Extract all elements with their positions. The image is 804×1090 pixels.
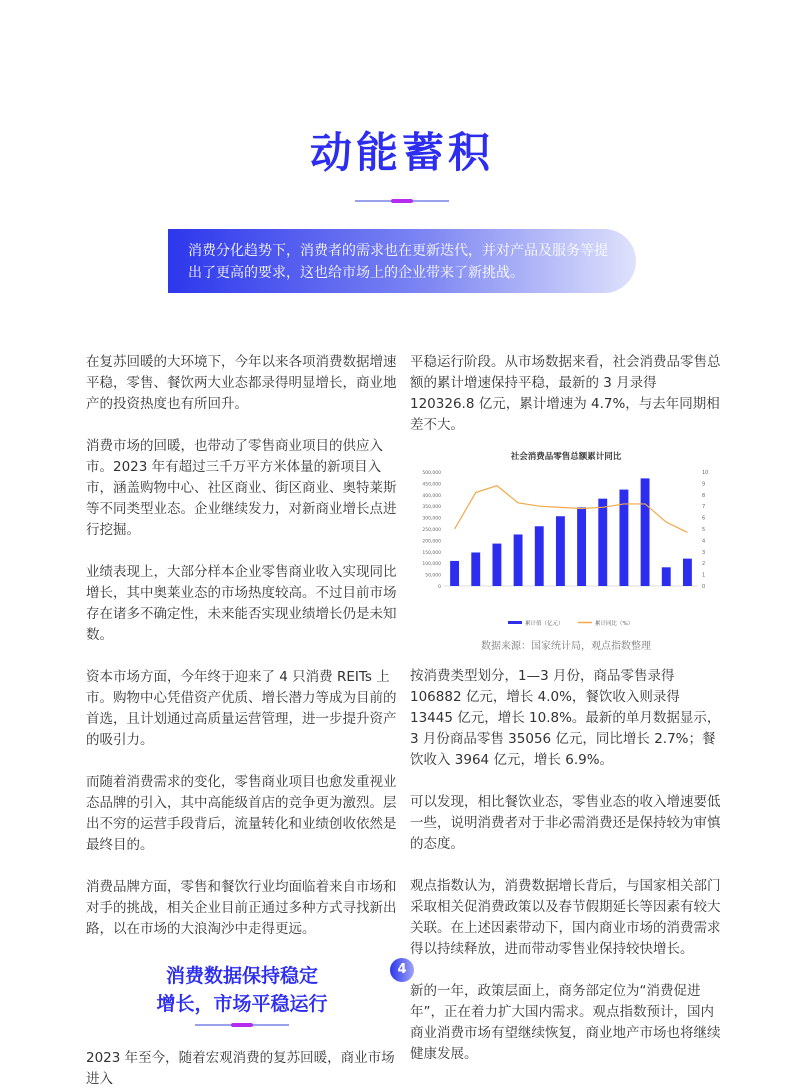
y-left-tick-label: 0 bbox=[438, 585, 441, 590]
left-paragraph-2: 消费市场的回暖，也带动了零售商业项目的供应入市。2023 年有超过三千万平方米体量的新项目入市，涵盖购物中心、社区商业、街区商业、奥特莱斯等不同类型业态。企业继续发力，对新商业增长点进行挖掘。 bbox=[86, 438, 397, 538]
subheading-divider bbox=[195, 1024, 289, 1026]
bar-7 bbox=[577, 507, 586, 586]
y-left-tick-label: 150,000 bbox=[422, 550, 441, 556]
chart-title: 社会消费品零售总额累计同比 bbox=[510, 452, 622, 462]
left-paragraph-6: 消费品牌方面，零售和餐饮行业均面临着来自市场和对手的挑战，相关企业目前正通过多种方式寻找新出路，以在市场的大浪淘沙中走得更远。 bbox=[86, 879, 397, 937]
y-left-tick-label: 50,000 bbox=[425, 573, 441, 579]
bar-10 bbox=[641, 478, 650, 586]
bar-11 bbox=[662, 567, 671, 586]
left-paragraph-5: 而随着消费需求的变化，零售商业项目也愈发重视业态品牌的引入，其中高能级首店的竞争更为激烈。层出不穷的运营手段背后，流量转化和业绩创收依然是最终目的。 bbox=[86, 774, 397, 853]
y-right-tick-label: 5 bbox=[702, 527, 706, 533]
bar-1 bbox=[450, 561, 459, 586]
legend-bar-label: 累计值（亿元） bbox=[525, 621, 564, 627]
right-paragraph-1: 平稳运行阶段。从市场数据来看，社会消费品零售总额的累计增速保持平稳，最新的 3 月录得 120326.8 亿元，累计增速为 4.7%，与去年同期相差不大。 bbox=[410, 354, 721, 433]
y-left-tick-label: 200,000 bbox=[422, 539, 441, 545]
y-left-tick-label: 350,000 bbox=[422, 505, 441, 511]
bar-8 bbox=[598, 499, 607, 586]
right-paragraph-3: 可以发现，相比餐饮业态，零售业态的收入增速要低一些，说明消费者对于非必需消费还是保持较为审慎的态度。 bbox=[410, 794, 721, 852]
left-paragraph-3: 业绩表现上，大部分样本企业零售商业收入实现同比增长，其中奥莱业态的市场热度较高。不过目前市场存在诸多不确定性，未来能否实现业绩增长仍是未知数。 bbox=[86, 564, 397, 643]
y-right-tick-label: 7 bbox=[702, 504, 706, 511]
page-number-badge: 4 bbox=[390, 958, 414, 982]
y-right-tick-label: 3 bbox=[702, 549, 706, 556]
bar-12 bbox=[683, 559, 692, 586]
left-column bbox=[86, 352, 398, 1090]
y-left-tick-label: 450,000 bbox=[422, 482, 441, 488]
left-paragraph-7: 2023 年至今，随着宏观消费的复苏回暖，商业市场进入 bbox=[86, 1050, 395, 1087]
right-paragraph-4: 观点指数认为，消费数据增长背后，与国家相关部门采取相关促消费政策以及春节假期延长等因素有较大关联。在上述因素带动下，国内商业市场的消费需求得以持续释放，进而带动零售业保持较快增长。 bbox=[410, 878, 721, 957]
y-right-tick-label: 2 bbox=[702, 561, 706, 568]
legend-line-label: 累计同比（%） bbox=[595, 621, 634, 627]
legend-bar-swatch bbox=[508, 621, 522, 624]
right-paragraph-2: 按消费类型划分，1—3 月份，商品零售录得 106882 亿元，增长 4.0%，餐饮收入则录得 13445 亿元，增长 10.8%。最新的单月数据显示，3 月份商品零售 35056 亿元，同比增长 2.7%；餐饮收入 3964 亿元，增长 6.9%。 bbox=[410, 668, 721, 768]
section-subheading bbox=[86, 962, 398, 1018]
bar-4 bbox=[514, 534, 523, 586]
bar-5 bbox=[535, 526, 544, 586]
left-paragraph-4: 资本市场方面，今年终于迎来了 4 只消费 REITs 上市。购物中心凭借资产优质、增长潜力等成为目前的首选，且计划通过高质量运营管理，进一步提升资产的吸引力。 bbox=[86, 669, 397, 748]
y-right-tick-label: 6 bbox=[702, 515, 706, 522]
right-paragraph-5: 新的一年，政策层面上，商务部定位为“消费促进年”，正在着力扩大国内需求。观点指数预计，国内商业消费市场有望继续恢复，商业地产市场也将继续健康发展。 bbox=[410, 983, 721, 1062]
y-right-tick-label: 8 bbox=[702, 492, 706, 499]
growth-line bbox=[455, 486, 688, 533]
y-left-tick-label: 400,000 bbox=[422, 493, 441, 499]
y-right-tick-label: 4 bbox=[702, 538, 706, 545]
y-right-tick-label: 1 bbox=[702, 572, 706, 579]
y-right-tick-label: 9 bbox=[702, 481, 706, 488]
bar-6 bbox=[556, 516, 565, 586]
bar-2 bbox=[471, 552, 480, 586]
section-subheading-line-1: 消费数据保持稳定 bbox=[165, 965, 318, 987]
y-left-tick-label: 300,000 bbox=[422, 516, 441, 522]
y-right-tick-label: 10 bbox=[702, 470, 709, 476]
retail-sales-chart bbox=[410, 448, 722, 638]
right-column bbox=[410, 352, 722, 1065]
y-left-tick-label: 250,000 bbox=[422, 528, 441, 533]
title-divider-accent bbox=[391, 199, 413, 203]
bar-3 bbox=[492, 544, 501, 586]
page-title: 动能蓄积 bbox=[309, 128, 494, 177]
chart-svg bbox=[410, 448, 722, 638]
chart-source: 数据来源：国家统计局，观点指数整理 bbox=[481, 641, 651, 652]
intro-banner: 消费分化趋势下，消费者的需求也在更新迭代，并对产品及服务等提出了更高的要求，这也给市场上的企业带来了新挑战。 bbox=[168, 229, 636, 293]
y-left-tick-label: 100,000 bbox=[422, 562, 441, 568]
section-subheading-line-2: 增长，市场平稳运行 bbox=[156, 993, 328, 1015]
y-left-tick-label: 500,000 bbox=[422, 471, 441, 476]
y-right-tick-label: 0 bbox=[702, 584, 706, 590]
left-paragraph-1: 在复苏回暖的大环境下，今年以来各项消费数据增速平稳，零售、餐饮两大业态都录得明显增长，商业地产的投资热度也有所回升。 bbox=[86, 354, 397, 412]
